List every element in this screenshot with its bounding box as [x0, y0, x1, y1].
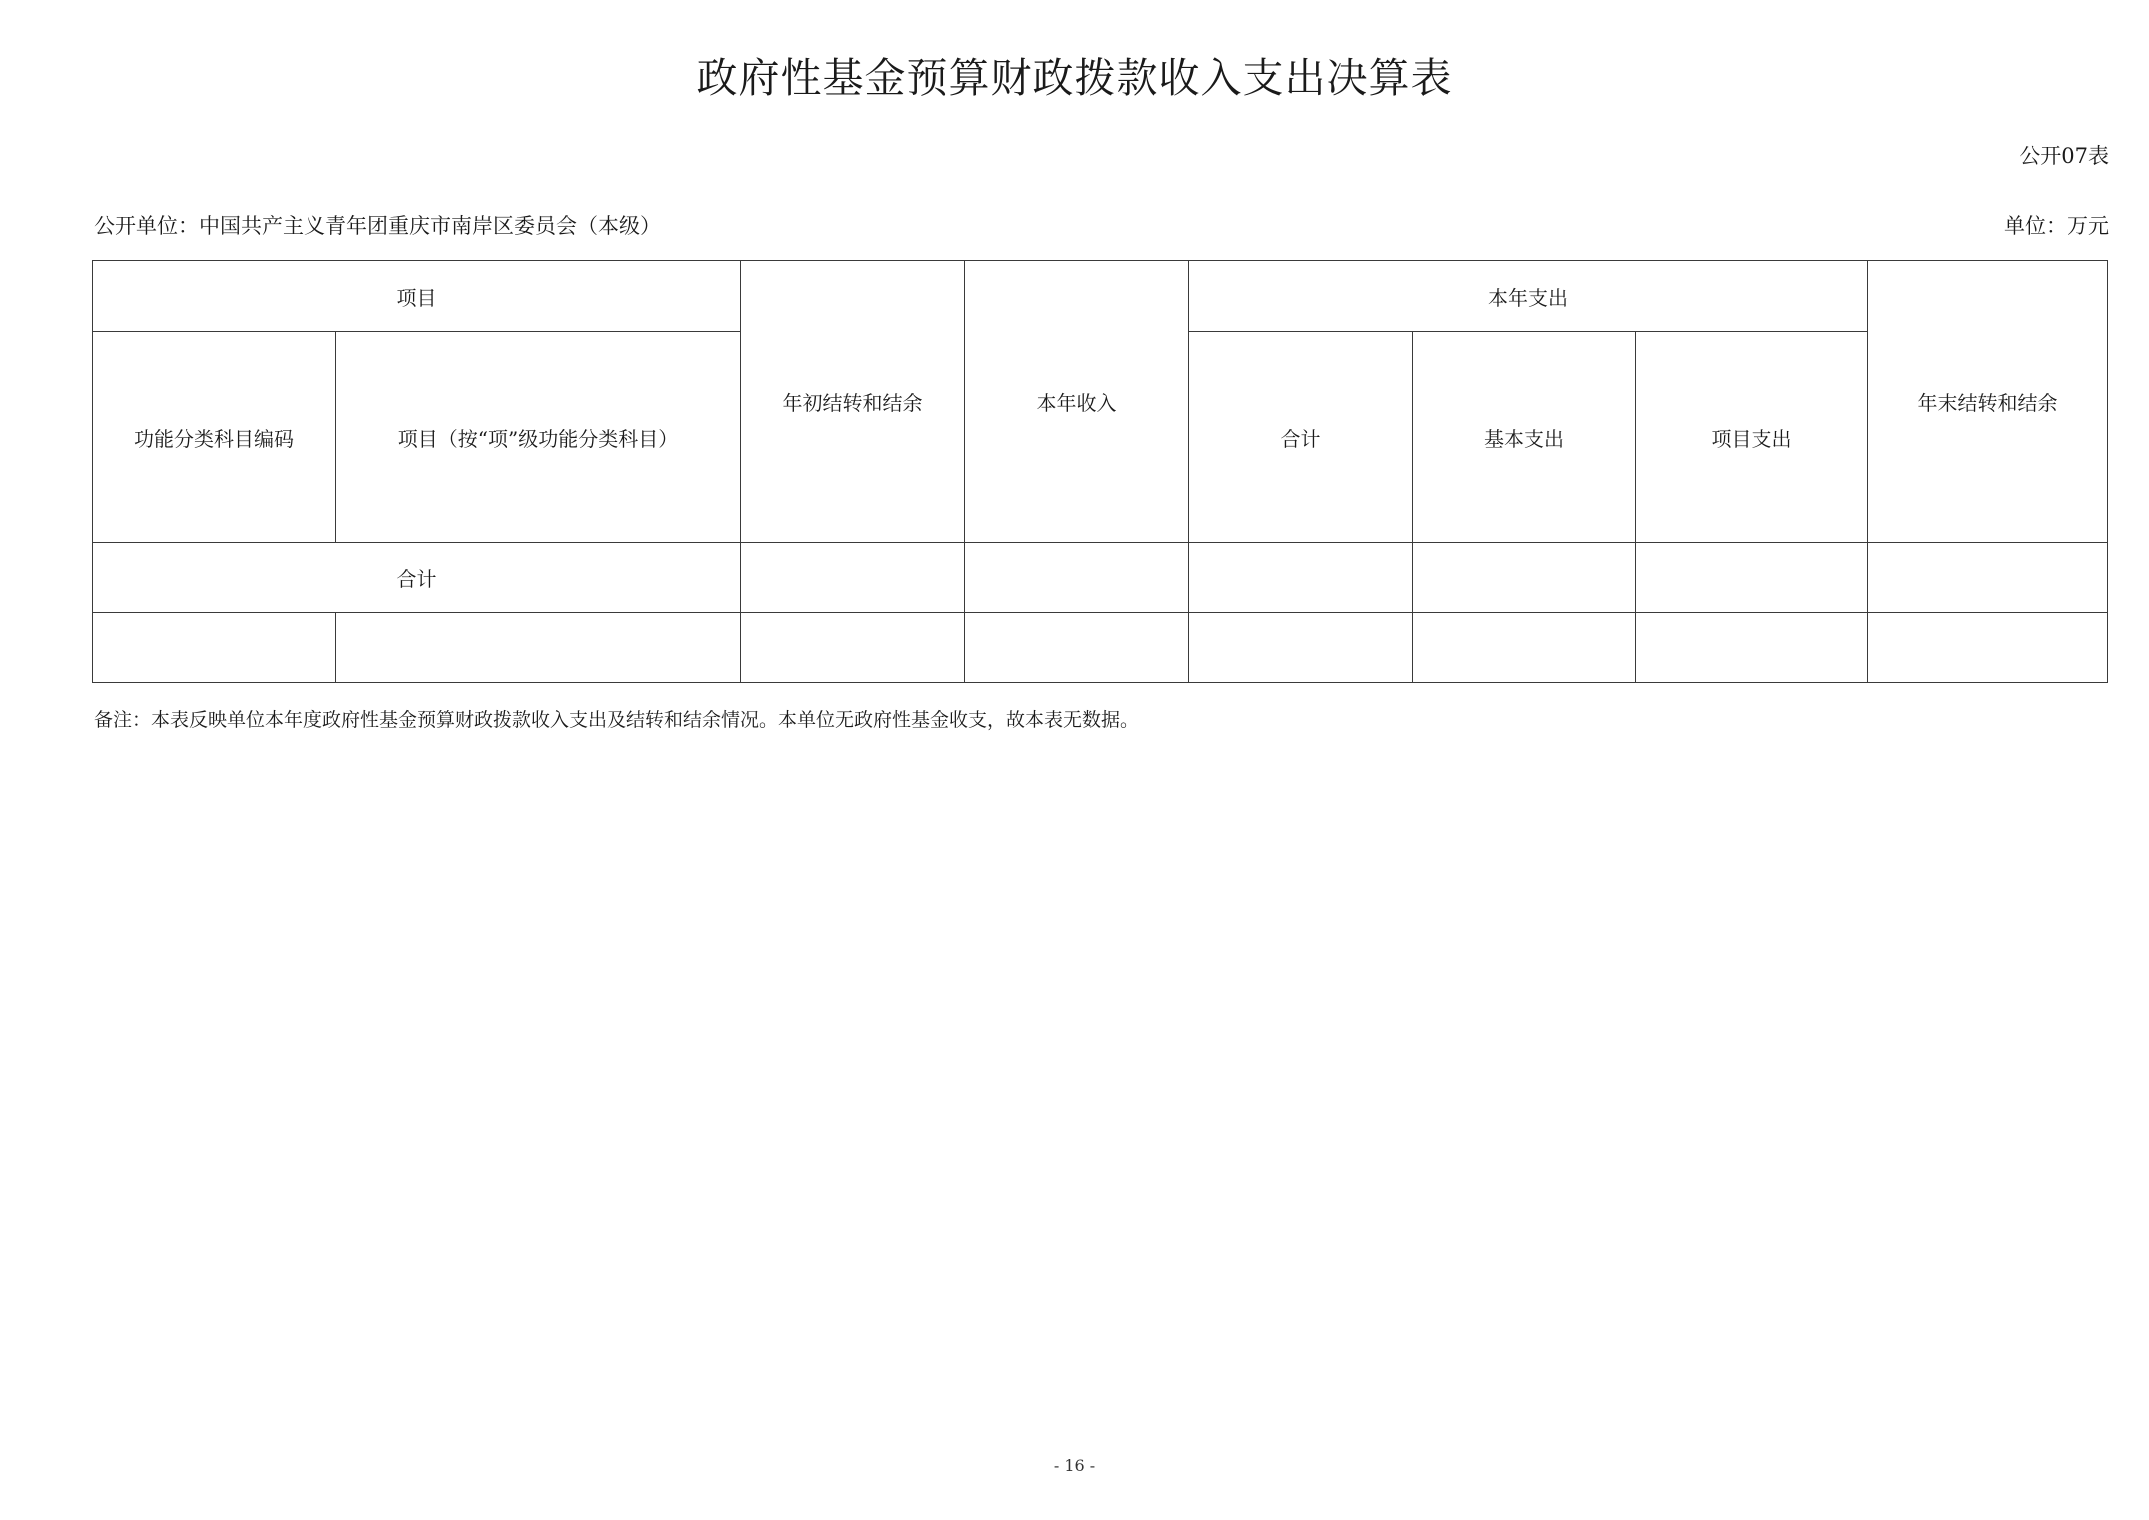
- row-exp-basic: [1413, 613, 1636, 683]
- header-exp-project: 项目支出: [1636, 332, 1868, 543]
- header-closing-balance: 年末结转和结余: [1868, 261, 2108, 543]
- row-exp-project: [1636, 613, 1868, 683]
- header-row-1: [93, 261, 2108, 332]
- header-expenditure: 本年支出: [1189, 261, 1868, 332]
- total-opening-balance: [741, 543, 965, 613]
- total-exp-total: [1189, 543, 1413, 613]
- amount-unit: 单位：万元: [2004, 214, 2109, 238]
- row-closing-balance: [1868, 613, 2108, 683]
- total-income: [965, 543, 1189, 613]
- form-code: 公开07表: [2019, 144, 2109, 168]
- header-income: 本年收入: [965, 261, 1189, 543]
- table-note: 备注：本表反映单位本年度政府性基金预算财政拨款收入支出及结转和结余情况。本单位无政府性基金收支，故本表无数据。: [94, 709, 1140, 731]
- total-row: [93, 543, 2108, 613]
- header-opening-balance: 年初结转和结余: [741, 261, 965, 543]
- total-exp-project: [1636, 543, 1868, 613]
- row-opening-balance: [741, 613, 965, 683]
- document-title: 政府性基金预算财政拨款收入支出决算表: [696, 54, 1453, 102]
- table-row: [93, 613, 2108, 683]
- header-item: 项目: [93, 261, 741, 332]
- reporting-unit: 公开单位：中国共产主义青年团重庆市南岸区委员会（本级）: [94, 214, 661, 238]
- header-item-name: 项目（按“项”级功能分类科目）: [336, 332, 741, 543]
- header-exp-total: 合计: [1189, 332, 1413, 543]
- fund-budget-table: [92, 260, 2108, 683]
- page-number: - 16 -: [1053, 1456, 1096, 1475]
- row-code: [93, 613, 336, 683]
- header-exp-basic: 基本支出: [1413, 332, 1636, 543]
- row-income: [965, 613, 1189, 683]
- total-closing-balance: [1868, 543, 2108, 613]
- total-label: 合计: [93, 543, 741, 613]
- total-exp-basic: [1413, 543, 1636, 613]
- row-item-name: [336, 613, 741, 683]
- header-code: 功能分类科目编码: [93, 332, 336, 543]
- unit-info-row: [94, 210, 2109, 242]
- row-exp-total: [1189, 613, 1413, 683]
